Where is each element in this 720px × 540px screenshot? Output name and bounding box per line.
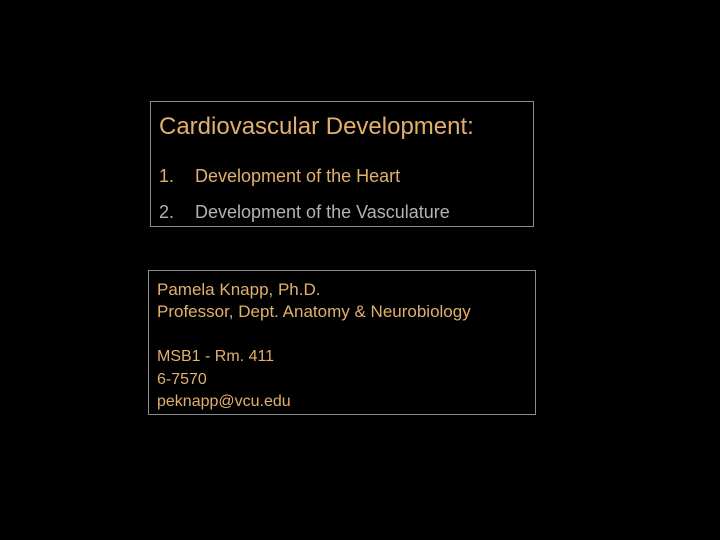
contact-position: Professor, Dept. Anatomy & Neurobiology	[157, 302, 471, 321]
slide-title: Cardiovascular Development:	[159, 113, 474, 140]
list-item-heart	[159, 166, 400, 187]
list-item-number: 1.	[159, 166, 175, 186]
contact-email: peknapp@vcu.edu	[157, 393, 291, 410]
list-item-number: 2.	[159, 202, 175, 222]
contact-room: MSB1 - Rm. 411	[157, 348, 275, 365]
list-item-text: Development of the Vasculature	[195, 202, 450, 222]
list-item-vasculature	[159, 202, 450, 223]
list-item-text: Development of the Heart	[195, 166, 401, 186]
title-box	[150, 101, 534, 227]
contact-box	[148, 270, 536, 415]
contact-name: Pamela Knapp, Ph.D.	[157, 280, 321, 299]
contact-phone: 6-7570	[157, 371, 207, 388]
